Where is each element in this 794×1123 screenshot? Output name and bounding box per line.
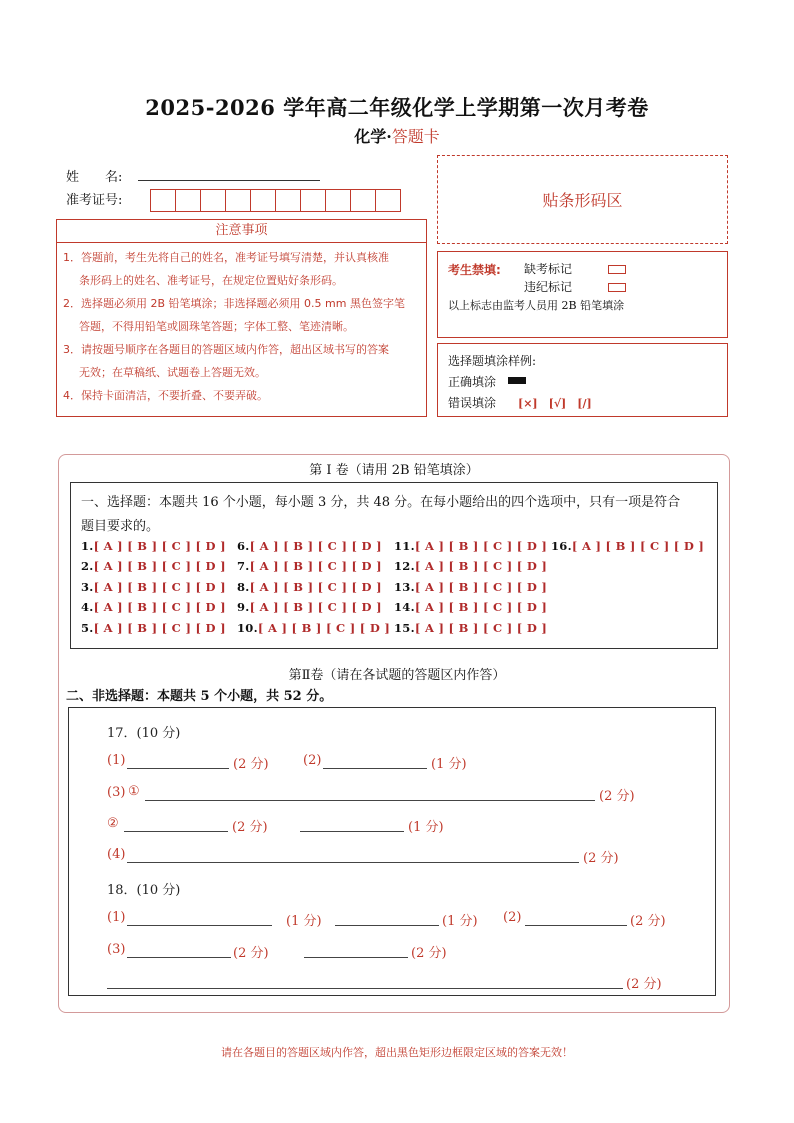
answer-options[interactable]: [ A ] [ B ] [ C ] [ D ]	[414, 539, 548, 553]
question-number: 3.	[81, 580, 94, 594]
question-number: 2.	[81, 559, 94, 573]
question-number: 15.	[394, 621, 415, 635]
mcq-question[interactable]	[81, 580, 226, 594]
notice-item: 无效；在草稿纸、试题卷上答题无效。	[79, 366, 266, 379]
answer-line[interactable]	[304, 957, 408, 958]
answer-line[interactable]	[127, 957, 231, 958]
mcq-box	[70, 482, 718, 649]
mcq-question[interactable]	[237, 600, 382, 614]
answer-options[interactable]: [ A ] [ B ] [ C ] [ D ]	[249, 580, 382, 594]
answer-options[interactable]: [ A ] [ B ] [ C ] [ D ]	[93, 621, 226, 635]
question-number: 5.	[81, 621, 94, 635]
answer-line[interactable]	[335, 925, 439, 926]
wrong-marks: [×] [√] [/]	[518, 397, 592, 410]
score-label: (1 分)	[442, 914, 478, 929]
mcq-question[interactable]	[81, 621, 226, 635]
correct-mark	[508, 377, 526, 384]
score-label: (2 分)	[233, 757, 269, 772]
answer-options[interactable]: [ A ] [ B ] [ C ] [ D ]	[249, 539, 382, 553]
ban-label: 考生禁填:	[448, 263, 501, 277]
ban-note: 以上标志由监考人员用 2B 铅笔填涂	[448, 299, 625, 312]
notice-item: 条形码上的姓名、准考证号，在规定位置贴好条形码。	[79, 274, 343, 287]
notice-item: 2．选择题必须用 2B 铅笔填涂；非选择题必须用 0.5 mm 黑色签字笔	[63, 297, 405, 310]
fill-sample-box	[437, 343, 728, 417]
part-label: (1)	[107, 753, 126, 768]
answer-options[interactable]: [ A ] [ B ] [ C ] [ D ]	[249, 600, 382, 614]
answer-line[interactable]	[300, 831, 404, 832]
page-subtitle	[0, 124, 794, 147]
mcq-question[interactable]	[237, 621, 390, 635]
question-number: 16.	[551, 539, 572, 553]
notice-item: 1．答题前，考生先将自己的姓名，准考证号填写清楚，并认真核准	[63, 251, 389, 264]
mcq-question[interactable]	[394, 600, 547, 614]
part2-title: 第Ⅱ卷（请在各试题的答题区内作答）	[288, 668, 506, 683]
part1-title: 第 I 卷（请用 2B 铅笔填涂）	[309, 463, 479, 478]
answer-options[interactable]: [ A ] [ B ] [ C ] [ D ]	[414, 559, 548, 573]
page-title: 2025-2026 学年高二年级化学上学期第一次月考卷	[145, 95, 649, 120]
part2-instruction: 二、非选择题：本题共 5 个小题，共 52 分。	[66, 689, 333, 704]
answer-options[interactable]: [ A ] [ B ] [ C ] [ D ]	[93, 559, 226, 573]
answer-line[interactable]	[127, 768, 229, 769]
mcq-question[interactable]	[81, 600, 226, 614]
question-number: 1.	[81, 539, 94, 553]
answer-line[interactable]	[107, 988, 623, 989]
score-label: (2 分)	[583, 851, 619, 866]
fill-box	[68, 707, 716, 996]
answer-options[interactable]: [ A ] [ B ] [ C ] [ D ]	[93, 600, 226, 614]
answer-options[interactable]: [ A ] [ B ] [ C ] [ D ]	[414, 580, 548, 594]
answer-options[interactable]: [ A ] [ B ] [ C ] [ D ]	[257, 621, 391, 635]
barcode-area	[437, 155, 728, 244]
question-number: 14.	[394, 600, 415, 614]
absent-label: 缺考标记	[524, 262, 573, 276]
mcq-question[interactable]	[81, 539, 226, 553]
answer-line[interactable]	[525, 925, 627, 926]
notice-title: 注意事项	[56, 219, 427, 243]
answer-line[interactable]	[127, 925, 272, 926]
absent-mark-box[interactable]	[608, 265, 626, 274]
mcq-question[interactable]	[394, 580, 547, 594]
answer-line[interactable]	[323, 768, 427, 769]
score-label: (2 分)	[233, 946, 269, 961]
answer-options[interactable]: [ A ] [ B ] [ C ] [ D ]	[93, 539, 226, 553]
notice-box	[56, 243, 427, 417]
name-field[interactable]	[138, 180, 320, 181]
answer-options[interactable]: [ A ] [ B ] [ C ] [ D ]	[571, 539, 705, 553]
notice-item: 答题，不得用铅笔或圆珠笔答题；字体工整、笔迹清晰。	[79, 320, 354, 333]
proctor-box	[437, 251, 728, 338]
question-number: 13.	[394, 580, 415, 594]
score-label: (2 分)	[626, 977, 662, 992]
score-label: (2 分)	[630, 914, 666, 929]
question-number: 12.	[394, 559, 415, 573]
question-number: 9.	[237, 600, 250, 614]
answer-options[interactable]: [ A ] [ B ] [ C ] [ D ]	[93, 580, 226, 594]
question-number: 8.	[237, 580, 250, 594]
q17-title: 17．(10 分)	[107, 726, 181, 741]
mcq-question[interactable]	[551, 539, 704, 553]
answer-line[interactable]	[145, 800, 595, 801]
answer-options[interactable]: [ A ] [ B ] [ C ] [ D ]	[414, 621, 548, 635]
question-number: 6.	[237, 539, 250, 553]
score-label: (1 分)	[431, 757, 467, 772]
mcq-question[interactable]	[237, 559, 382, 573]
circle-1: ①	[128, 784, 140, 799]
score-label: (2 分)	[411, 946, 447, 961]
id-label: 准考证号:	[66, 193, 123, 208]
card-label: 答题卡	[391, 127, 440, 146]
part-label: (1)	[107, 910, 126, 925]
question-number: 4.	[81, 600, 94, 614]
violation-mark-box[interactable]	[608, 283, 626, 292]
part-label: (2)	[303, 753, 322, 768]
mcq-question[interactable]	[394, 621, 547, 635]
answer-options[interactable]: [ A ] [ B ] [ C ] [ D ]	[414, 600, 548, 614]
exam-id-boxes[interactable]	[151, 189, 401, 212]
wrong-label: 错误填涂	[448, 396, 497, 410]
mcq-question[interactable]	[237, 580, 382, 594]
answer-line[interactable]	[124, 831, 228, 832]
part-label: (3)	[107, 942, 126, 957]
mcq-instruction-2: 题目要求的。	[81, 519, 160, 534]
q18-title: 18．(10 分)	[107, 883, 181, 898]
violation-label: 违纪标记	[524, 280, 573, 294]
mcq-question[interactable]	[394, 539, 547, 553]
part-label: (2)	[503, 910, 522, 925]
notice-item: 4．保持卡面清洁，不要折叠、不要弄破。	[63, 389, 268, 402]
part-label: (3)	[107, 785, 126, 800]
sample-title: 选择题填涂样例:	[448, 354, 537, 368]
mcq-instruction: 一、选择题：本题共 16 个小题，每小题 3 分，共 48 分。在每小题给出的四个选项中，只有一项是符合	[81, 495, 681, 510]
question-number: 7.	[237, 559, 250, 573]
name-label: 姓 名:	[66, 170, 123, 185]
circle-2: ②	[107, 816, 119, 831]
question-number: 10.	[237, 621, 258, 635]
subject-label: 化学·	[354, 127, 392, 146]
part-label: (4)	[107, 847, 126, 862]
mcq-question[interactable]	[394, 559, 547, 573]
score-label: (2 分)	[232, 820, 268, 835]
score-label: (1 分)	[286, 914, 322, 929]
barcode-label: 贴条形码区	[542, 191, 623, 210]
footer-warning: 请在各题目的答题区域内作答，超出黑色矩形边框限定区域的答案无效！	[221, 1046, 573, 1059]
mcq-question[interactable]	[237, 539, 382, 553]
notice-item: 3．请按题号顺序在各题目的答题区域内作答，超出区域书写的答案	[63, 343, 389, 356]
score-label: (2 分)	[599, 789, 635, 804]
correct-label: 正确填涂	[448, 375, 497, 389]
answer-line[interactable]	[127, 862, 579, 863]
mcq-question[interactable]	[81, 559, 226, 573]
score-label: (1 分)	[408, 820, 444, 835]
answer-options[interactable]: [ A ] [ B ] [ C ] [ D ]	[249, 559, 382, 573]
question-number: 11.	[394, 539, 415, 553]
